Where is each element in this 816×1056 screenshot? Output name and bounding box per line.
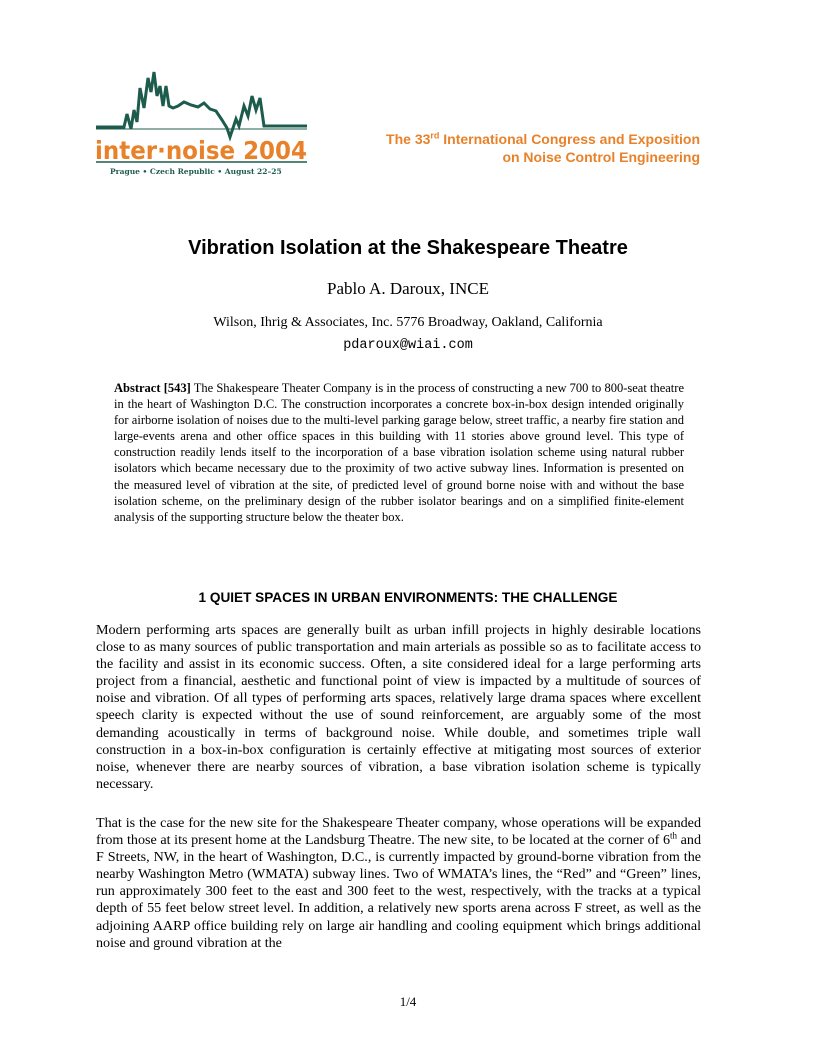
body-paragraph-1: Modern performing arts spaces are generally built as urban infill projects in highly desirable locations close to as many sources of public transportation and main arterials as possible so as to facilitate access to the facility and assist in its economic success. Often, a site considered ideal for a large performing arts project from a financial, aesthetic and functional point of view is impacted by a multitude of sources of noise and vibration. Of all types of performing arts spaces, relatively large drama spaces where excellent speech clarity is expected without the use of sound reinforcement, are arguably some of the most demanding acoustically in terms of background noise. While double, and sometimes triple wall construction in a box-in-box configuration is certainly effective at mitigating most sources of exterior noise, whenever there are nearby sources of vibration, a base vibration isolation scheme is typically necessary. xyxy=(96,622,701,792)
conference-title-line1: The 33rd International Congress and Exposition xyxy=(386,130,700,147)
author-affiliation: Wilson, Ihrig & Associates, Inc. 5776 Broadway, Oakland, California xyxy=(213,315,603,330)
inter-noise-2004-logo xyxy=(94,66,310,178)
logo-tagline: Prague • Czech Republic • August 22–25 xyxy=(110,167,282,176)
abstract-label: Abstract [543] xyxy=(114,381,191,395)
section-heading: 1 QUIET SPACES IN URBAN ENVIRONMENTS: THE CHALLENGE xyxy=(198,590,618,605)
skyline-trace xyxy=(96,72,307,137)
author-name: Pablo A. Daroux, INCE xyxy=(327,279,489,298)
body-paragraph-2: That is the case for the new site for the Shakespeare Theater company, whose operations will be expanded from those at its present home at the Landsburg Theatre. The new site, to be located at the corner of 6th and F Streets, NW, in the heart of Washington, D.C., is currently impacted by ground-borne vibration from the nearby Washington Metro (WMATA) subway lines. Two of WMATA’s lines, the “Red” and “Green” lines, run approximately 300 feet to the east and 300 feet to the west, respectively, with the tracks at a typical depth of 55 feet below street level. In addition, a relatively new sports arena across F street, as well as the adjoining AARP office building rely on large air handling and cooling equipment which brings additional noise and ground vibration at the xyxy=(96,815,701,951)
abstract-text: The Shakespeare Theater Company is in the process of constructing a new 700 to 800-seat theatre in the heart of Washington D.C. The construction incorporates a concrete box-in-box design intended originally for airborne isolation of noises due to the multi-level parking garage below, street traffic, a nearby fire station and large-events arena and other office spaces in this building with 11 stories above ground level. This type of construction readily lends itself to the incorporation of a base vibration isolation scheme using natural rubber isolators which became necessary due to the proximity of two active subway lines. Information is presented on the measured level of vibration at the site, of predicted level of ground borne noise with and without the base isolation scheme, on the preliminary design of the rubber isolator bearings and on a simplified finite-element analysis of the supporting structure below the theater box. xyxy=(114,381,684,524)
paper-title: Vibration Isolation at the Shakespeare Theatre xyxy=(188,237,628,259)
conference-title xyxy=(386,130,700,166)
author-email: pdaroux@wiai.com xyxy=(343,338,473,353)
page-number: 1/4 xyxy=(399,994,417,1009)
conference-title-line2: on Noise Control Engineering xyxy=(502,149,700,165)
logo-wordmark: inter·noise 2004 xyxy=(95,136,307,165)
abstract xyxy=(114,380,684,525)
